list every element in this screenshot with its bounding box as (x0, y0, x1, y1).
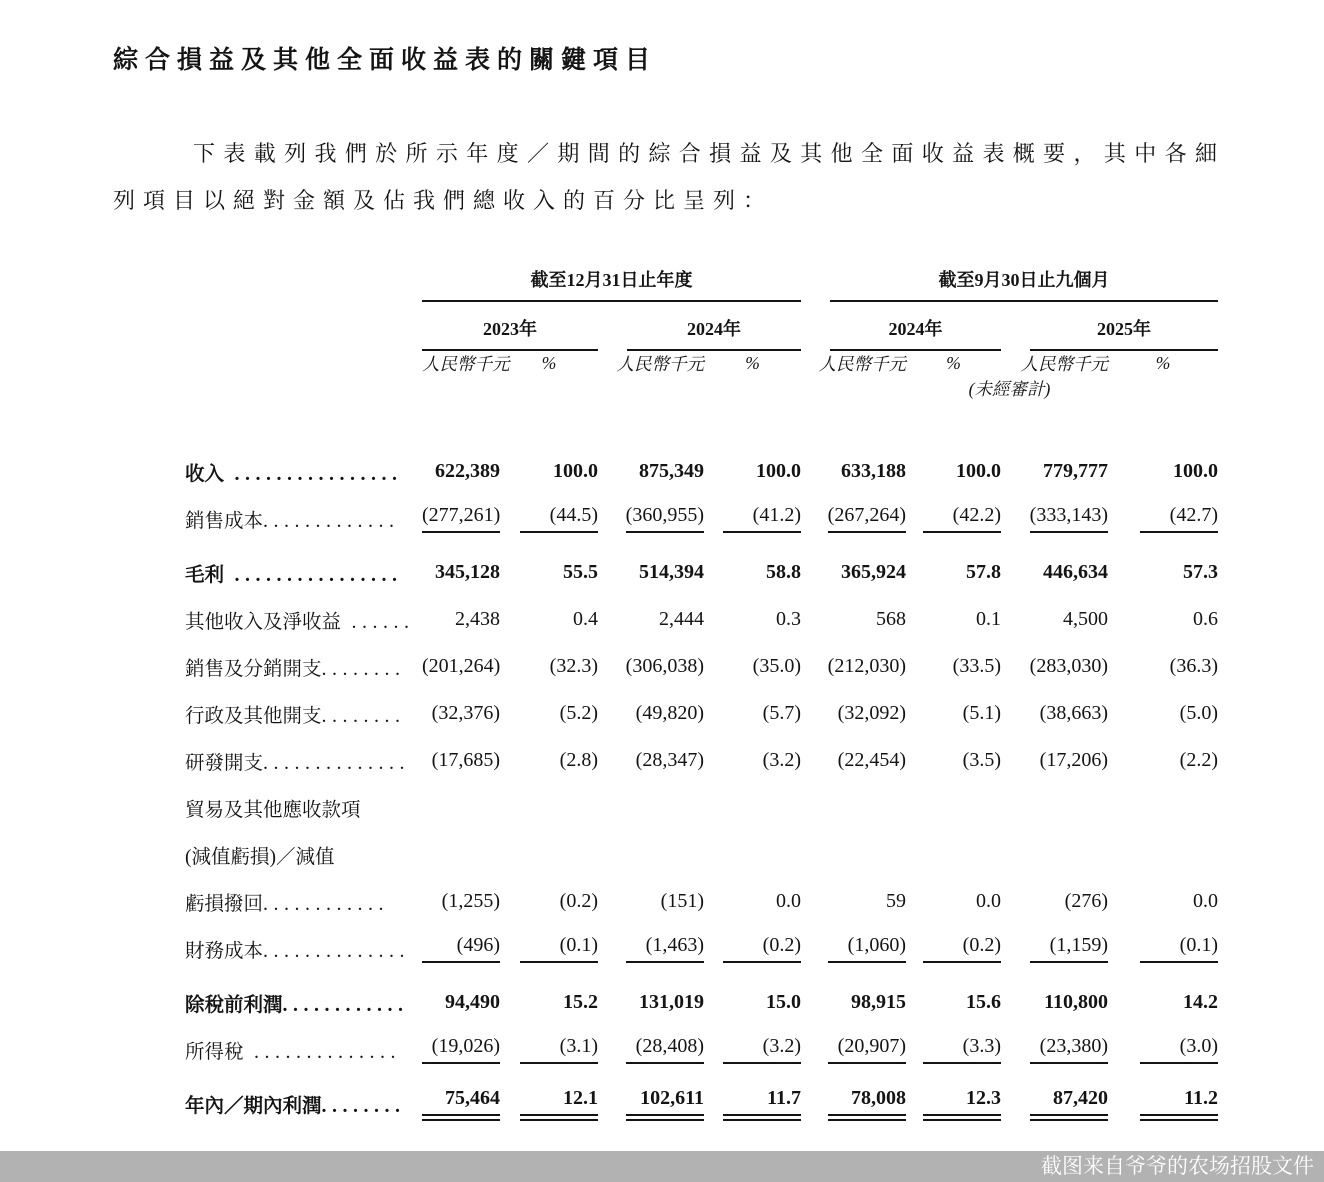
dot-leader: ...... (341, 610, 415, 633)
cell-value-text: (0.2) (723, 934, 801, 963)
cell-value (906, 1080, 1001, 1127)
cell-value (1108, 690, 1218, 737)
dot-leader: ............. (263, 509, 400, 532)
cell-value-text: (20,907) (828, 1035, 906, 1064)
unaudited-note: (未經審計) (968, 379, 1051, 399)
row-label-text: 毛利 (185, 564, 225, 586)
cell-value-text: (1,255) (441, 890, 500, 912)
row-label-text: 除稅前利潤 (185, 994, 283, 1016)
cell-value-text: (28,408) (626, 1035, 704, 1064)
unaudited-note-row (185, 376, 1218, 401)
cell-value (801, 925, 906, 979)
cell-value (500, 737, 598, 784)
row-label (185, 831, 1218, 878)
cell-value (1108, 549, 1218, 596)
row-label-text: 貿易及其他應收款項 (185, 799, 361, 821)
cell-value (598, 448, 704, 495)
percent-label: % (541, 353, 557, 373)
cell-value (801, 979, 906, 1026)
cell-value (906, 690, 1001, 737)
cell-value-text: 2,444 (659, 608, 704, 630)
row-label-text: 研發開支 (185, 752, 264, 774)
cell-value (906, 643, 1001, 690)
cell-value (704, 643, 801, 690)
cell-value (1108, 448, 1218, 495)
cell-value-text: 100.0 (956, 460, 1001, 482)
cell-value-text: (3.5) (962, 749, 1001, 771)
dot-leader: ............ (263, 892, 390, 915)
cell-value (1001, 979, 1108, 1026)
row-label (185, 737, 422, 784)
cell-value-text: 12.3 (923, 1087, 1001, 1121)
cell-value (801, 495, 906, 549)
cell-value-text: 12.1 (520, 1087, 598, 1121)
cell-value (598, 878, 704, 925)
cell-value-text: 59 (886, 890, 906, 912)
cell-value (422, 737, 500, 784)
cell-value-text: 100.0 (1173, 460, 1218, 482)
cell-value (598, 643, 704, 690)
cell-value (1001, 925, 1108, 979)
cell-value-text: (42.7) (1140, 504, 1218, 533)
cell-value (801, 643, 906, 690)
cell-value (500, 1080, 598, 1127)
row-label-text: 銷售成本 (185, 510, 264, 532)
unit-label: 人民幣千元 (1020, 354, 1108, 374)
cell-value (598, 596, 704, 643)
section-header-row (185, 266, 1218, 302)
cell-value (801, 1080, 906, 1127)
row-label-text: 行政及其他開支 (185, 705, 322, 727)
cell-value-text: (2.8) (559, 749, 598, 771)
table-row (185, 643, 1218, 690)
cell-value (422, 878, 500, 925)
cell-value-text: (0.1) (520, 934, 598, 963)
table-row (185, 784, 1218, 831)
cell-value (906, 448, 1001, 495)
cell-value-text: (0.1) (1140, 934, 1218, 963)
row-label-text: (減值虧損)／減值 (185, 846, 335, 868)
cell-value-text: 55.5 (563, 561, 598, 583)
cell-value-text: 100.0 (756, 460, 801, 482)
row-label-text: 其他收入及淨收益 (185, 611, 342, 633)
cell-value-text: 2,438 (455, 608, 500, 630)
cell-value (598, 979, 704, 1026)
table-row (185, 831, 1218, 878)
cell-value-text: (23,380) (1030, 1035, 1108, 1064)
cell-value (422, 643, 500, 690)
dot-leader: ................ (224, 563, 403, 586)
percent-label: % (946, 353, 961, 373)
cell-value-text: 0.1 (976, 608, 1001, 630)
cell-value-text: 15.6 (966, 991, 1001, 1013)
cell-value-text: (306,038) (625, 655, 704, 677)
cell-value (422, 495, 500, 549)
cell-value-text: (32,092) (837, 702, 906, 724)
row-label-text: 財務成本 (185, 940, 264, 962)
cell-value-text: (212,030) (827, 655, 906, 677)
cell-value (500, 690, 598, 737)
cell-value-text: 875,349 (639, 460, 704, 482)
cell-value-text: 11.2 (1140, 1087, 1218, 1121)
table-row (185, 1080, 1218, 1127)
cell-value (422, 925, 500, 979)
table-row (185, 737, 1218, 784)
dot-leader: .............. (263, 751, 411, 774)
cell-value (1108, 878, 1218, 925)
cell-value-text: (267,264) (828, 504, 906, 533)
year-header-2023: 2023年 (422, 302, 598, 351)
watermark-text: 截图来自爷爷的农场招股文件 (1041, 1154, 1314, 1178)
cell-value-text: 100.0 (553, 460, 598, 482)
cell-value-text: (1,060) (828, 934, 906, 963)
cell-value-text: (49,820) (635, 702, 704, 724)
cell-value (801, 878, 906, 925)
cell-value (906, 925, 1001, 979)
cell-value (704, 549, 801, 596)
cell-value (906, 549, 1001, 596)
cell-value-text: (28,347) (635, 749, 704, 771)
cell-value-text: 102,611 (626, 1087, 704, 1121)
cell-value (704, 1080, 801, 1127)
row-label (185, 1026, 422, 1080)
financial-table (185, 266, 1218, 1127)
cell-value (422, 690, 500, 737)
cell-value-text: 0.0 (1193, 890, 1218, 912)
dot-leader: ................ (224, 462, 403, 485)
cell-value-text: (283,030) (1029, 655, 1108, 677)
cell-value (1108, 925, 1218, 979)
unit-label: 人民幣千元 (422, 354, 510, 374)
cell-value-text: 110,800 (1044, 991, 1108, 1013)
year-header-2024-nine-months: 2024年 (830, 302, 1001, 351)
watermark-bar (0, 1151, 1324, 1182)
table-body (185, 401, 1218, 1127)
table-row (185, 925, 1218, 979)
cell-value (704, 596, 801, 643)
cell-value-text: (1,463) (626, 934, 704, 963)
cell-value-text: 14.2 (1183, 991, 1218, 1013)
cell-value (1001, 1080, 1108, 1127)
cell-value-text: 11.7 (723, 1087, 801, 1121)
cell-value (704, 737, 801, 784)
cell-value-text: 57.8 (966, 561, 1001, 583)
dot-leader: ........ (321, 1094, 406, 1117)
cell-value-text: 345,128 (435, 561, 500, 583)
cell-value (1108, 737, 1218, 784)
cell-value (801, 549, 906, 596)
cell-value-text: (3.1) (520, 1035, 598, 1064)
cell-value-text: 622,389 (435, 460, 500, 482)
cell-value (598, 495, 704, 549)
cell-value-text: (3.2) (723, 1035, 801, 1064)
row-label (185, 643, 422, 690)
cell-value-text: 15.2 (563, 991, 598, 1013)
cell-value-text: 87,420 (1030, 1087, 1108, 1121)
table-row (185, 878, 1218, 925)
cell-value-text: (36.3) (1169, 655, 1218, 677)
cell-value (906, 737, 1001, 784)
table-row (185, 448, 1218, 495)
cell-value (598, 925, 704, 979)
cell-value (801, 737, 906, 784)
cell-value-text: 365,924 (841, 561, 906, 583)
cell-value (598, 737, 704, 784)
cell-value-text: 568 (876, 608, 906, 630)
row-label (185, 1080, 422, 1127)
cell-value (906, 1026, 1001, 1080)
cell-value (500, 495, 598, 549)
row-label (185, 495, 422, 549)
dot-leader: ........ (321, 657, 406, 680)
cell-value-text: (5.7) (762, 702, 801, 724)
cell-value (1001, 495, 1108, 549)
cell-value (801, 596, 906, 643)
year-header-2025: 2025年 (1030, 302, 1218, 351)
cell-value (1001, 596, 1108, 643)
row-label-text: 銷售及分銷開支 (185, 658, 322, 680)
cell-value-text: (22,454) (837, 749, 906, 771)
cell-value-text: (44.5) (520, 504, 598, 533)
row-label-text: 年內／期內利潤 (185, 1095, 322, 1117)
empty-corner-cell (185, 266, 422, 302)
dot-leader: ............ (282, 993, 409, 1016)
cell-value (906, 495, 1001, 549)
table-row (185, 690, 1218, 737)
cell-value-text: (5.2) (559, 702, 598, 724)
cell-value-text: (277,261) (422, 504, 500, 533)
row-label-text: 所得稅 (185, 1041, 244, 1063)
row-label (185, 596, 422, 643)
cell-value-text: 78,008 (828, 1087, 906, 1121)
cell-value (704, 690, 801, 737)
cell-value-text: (1,159) (1030, 934, 1108, 963)
unit-label: 人民幣千元 (818, 354, 906, 374)
cell-value (500, 925, 598, 979)
units-header-row (185, 351, 1218, 376)
cell-value-text: (496) (422, 934, 500, 963)
row-label (185, 448, 422, 495)
cell-value (500, 878, 598, 925)
table-row (185, 979, 1218, 1026)
row-label (185, 549, 422, 596)
table-row (185, 495, 1218, 549)
cell-value-text: 131,019 (639, 991, 704, 1013)
row-label (185, 784, 1218, 831)
cell-value-text: 0.4 (573, 608, 598, 630)
row-label (185, 690, 422, 737)
cell-value-text: (42.2) (923, 504, 1001, 533)
cell-value (1108, 1026, 1218, 1080)
row-label (185, 925, 422, 979)
cell-value-text: (5.1) (962, 702, 1001, 724)
cell-value (500, 1026, 598, 1080)
cell-value (906, 596, 1001, 643)
cell-value-text: 0.3 (776, 608, 801, 630)
cell-value (422, 1026, 500, 1080)
cell-value (422, 448, 500, 495)
cell-value (598, 549, 704, 596)
row-label-text: 收入 (185, 463, 225, 485)
table-row (185, 1026, 1218, 1080)
cell-value-text: (3.2) (762, 749, 801, 771)
cell-value (422, 549, 500, 596)
cell-value-text: 15.0 (766, 991, 801, 1013)
cell-value (704, 495, 801, 549)
cell-value (422, 596, 500, 643)
table-row (185, 596, 1218, 643)
cell-value-text: 0.0 (776, 890, 801, 912)
cell-value (1108, 979, 1218, 1026)
cell-value-text: 0.6 (1193, 608, 1218, 630)
percent-label: % (1155, 353, 1171, 373)
cell-value (500, 448, 598, 495)
cell-value-text: 779,777 (1043, 460, 1108, 482)
cell-value (598, 1080, 704, 1127)
year-header-2024: 2024年 (627, 302, 801, 351)
cell-value-text: (0.2) (923, 934, 1001, 963)
cell-value (704, 979, 801, 1026)
cell-value-text: (3.0) (1140, 1035, 1218, 1064)
cell-value-text: 446,634 (1043, 561, 1108, 583)
cell-value-text: 514,394 (639, 561, 704, 583)
cell-value-text: (3.3) (923, 1035, 1001, 1064)
cell-value (1001, 737, 1108, 784)
cell-value (801, 1026, 906, 1080)
cell-value (704, 925, 801, 979)
cell-value-text: (5.0) (1179, 702, 1218, 724)
cell-value-text: (0.2) (559, 890, 598, 912)
cell-value (906, 979, 1001, 1026)
row-label (185, 979, 422, 1026)
cell-value (801, 690, 906, 737)
cell-value (1108, 596, 1218, 643)
cell-value (704, 1026, 801, 1080)
cell-value-text: (32,376) (431, 702, 500, 724)
cell-value (1001, 448, 1108, 495)
cell-value-text: (276) (1064, 890, 1108, 912)
cell-value (1001, 643, 1108, 690)
cell-value-text: (19,026) (422, 1035, 500, 1064)
dot-leader: ........ (321, 704, 406, 727)
cell-value-text: (17,206) (1039, 749, 1108, 771)
cell-value-text: 57.3 (1183, 561, 1218, 583)
cell-value (1001, 549, 1108, 596)
cell-value-text: (333,143) (1030, 504, 1108, 533)
cell-value (1108, 495, 1218, 549)
cell-value (500, 549, 598, 596)
cell-value (422, 979, 500, 1026)
cell-value (704, 448, 801, 495)
cell-value (704, 878, 801, 925)
cell-value (500, 643, 598, 690)
cell-value-text: 58.8 (766, 561, 801, 583)
spacer-row (185, 401, 1218, 448)
cell-value-text: (41.2) (723, 504, 801, 533)
section-header-nine-months: 截至9月30日止九個月 (830, 266, 1218, 302)
cell-value (500, 596, 598, 643)
cell-value-text: 98,915 (851, 991, 906, 1013)
cell-value (422, 1080, 500, 1127)
intro-paragraph: 下表載列我們於所示年度／期間的綜合損益及其他全面收益表概要，其中各細列項目以絕對金額及佔我們總收入的百分比呈列： (113, 141, 1225, 213)
cell-value (598, 690, 704, 737)
cell-value-text: (38,663) (1039, 702, 1108, 724)
cell-value-text: 633,188 (841, 460, 906, 482)
cell-value (906, 878, 1001, 925)
year-header-row (185, 302, 1218, 351)
cell-value-text: 4,500 (1063, 608, 1108, 630)
cell-value (1001, 1026, 1108, 1080)
cell-value-text: (17,685) (431, 749, 500, 771)
cell-value (1001, 690, 1108, 737)
cell-value-text: (32.3) (549, 655, 598, 677)
dot-leader: .............. (263, 939, 411, 962)
cell-value (1001, 878, 1108, 925)
cell-value (1108, 643, 1218, 690)
cell-value-text: 94,490 (445, 991, 500, 1013)
row-label-text: 虧損撥回 (185, 893, 264, 915)
cell-value (598, 1026, 704, 1080)
table-row (185, 549, 1218, 596)
cell-value-text: 0.0 (976, 890, 1001, 912)
dot-leader: .............. (243, 1040, 402, 1063)
row-label (185, 878, 422, 925)
section-header-annual: 截至12月31日止年度 (422, 266, 801, 302)
cell-value-text: (2.2) (1179, 749, 1218, 771)
page-title: 綜合損益及其他全面收益表的關鍵項目 (113, 45, 658, 74)
cell-value-text: (151) (660, 890, 704, 912)
cell-value-text: (201,264) (422, 655, 501, 677)
cell-value-text: (35.0) (752, 655, 801, 677)
percent-label: % (745, 353, 760, 373)
cell-value (500, 979, 598, 1026)
cell-value-text: (360,955) (626, 504, 704, 533)
cell-value (801, 448, 906, 495)
unit-label: 人民幣千元 (616, 354, 704, 374)
cell-value (1108, 1080, 1218, 1127)
cell-value-text: (33.5) (952, 655, 1001, 677)
cell-value-text: 75,464 (422, 1087, 500, 1121)
